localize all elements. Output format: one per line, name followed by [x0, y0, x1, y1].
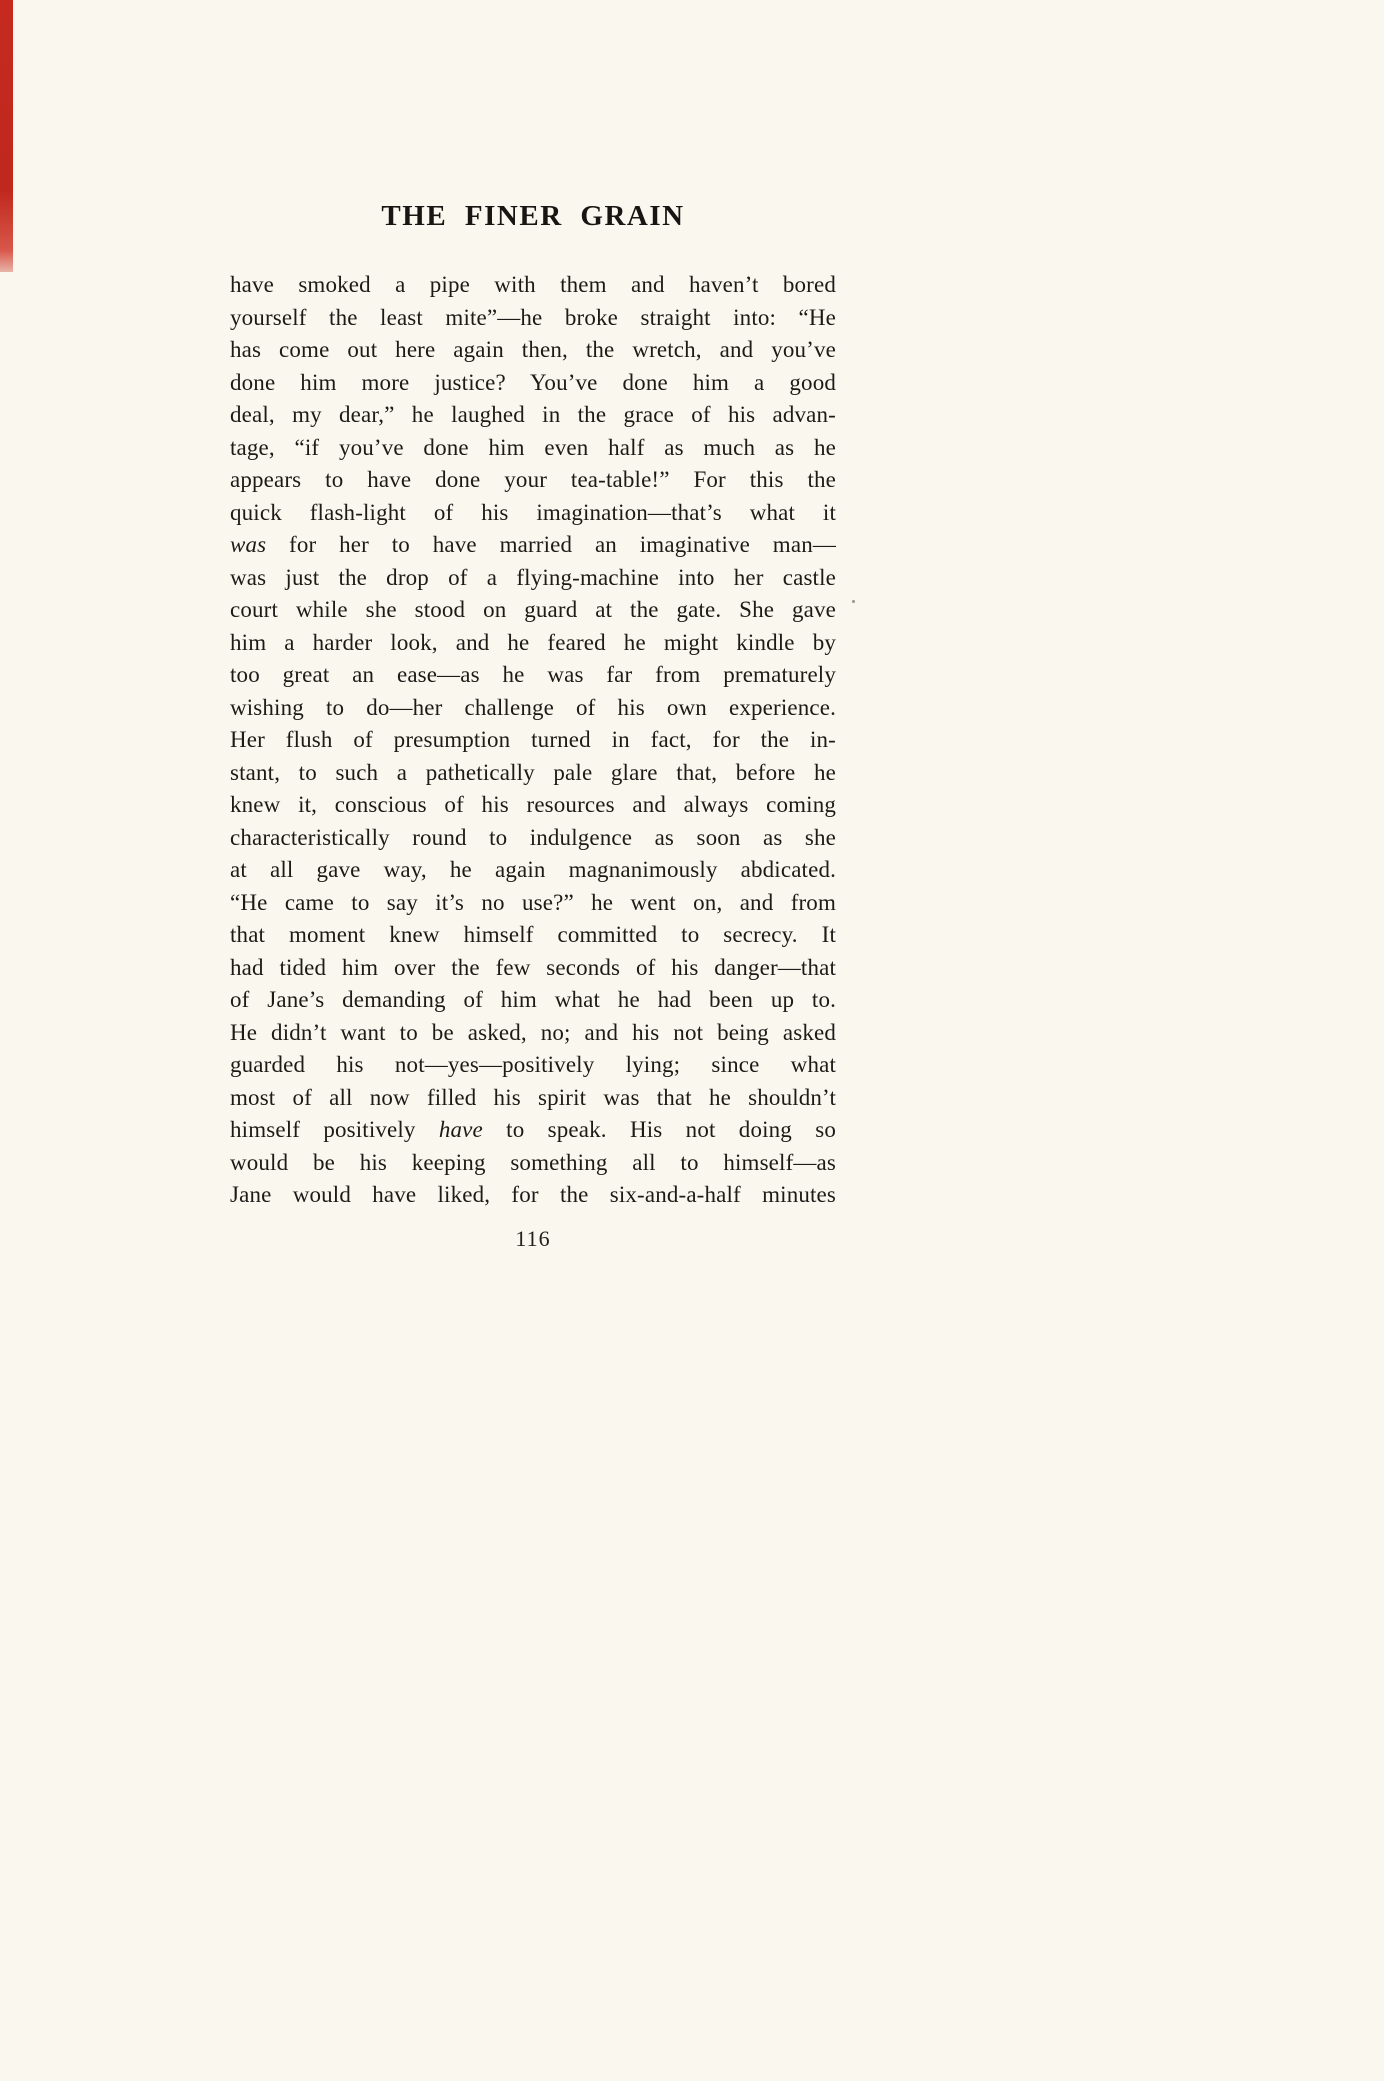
text-line: quick flash-light of his imagination—that’s what it [230, 499, 836, 525]
text-line: stant, to such a pathetically pale glare that, before he [230, 759, 836, 785]
body-text [230, 269, 836, 1212]
text-line: knew it, conscious of his resources and always coming [230, 792, 836, 817]
text-line: has come out here again then, the wretch, and you’ve [230, 337, 836, 362]
text-line: characteristically round to indulgence as soon as she [230, 824, 836, 850]
text-line: tage, “if you’ve done him even half as much as he [230, 434, 836, 460]
text-line: of Jane’s demanding of him what he had been up to. [230, 987, 836, 1012]
text-line: at all gave way, he again magnanimously abdicated. [230, 857, 836, 882]
text-line: court while she stood on guard at the gate. She gave [230, 597, 836, 622]
text-block [230, 200, 836, 1252]
text-line: too great an ease—as he was far from prematurely [230, 662, 836, 687]
text-line: most of all now filled his spirit was that he shouldn’t [230, 1084, 836, 1110]
text-line: He didn’t want to be asked, no; and his not being asked [230, 1019, 836, 1045]
text-line: “He came to say it’s no use?” he went on, and from [230, 889, 836, 915]
text-line: wishing to do—her challenge of his own experience. [230, 694, 836, 720]
text-line: deal, my dear,” he laughed in the grace of his advan- [230, 402, 836, 427]
text-line: Jane would have liked, for the six-and-a-half minutes [230, 1182, 836, 1207]
text-line: was for her to have married an imaginative man— [230, 532, 836, 557]
text-line: guarded his not—yes—positively lying; since what [230, 1052, 836, 1077]
text-line: had tided him over the few seconds of his danger—that [230, 954, 836, 980]
text-line: him a harder look, and he feared he might kindle by [230, 629, 836, 655]
page-title: THE FINER GRAIN [381, 200, 685, 232]
text-line: appears to have done your tea-table!” For this the [230, 467, 836, 492]
page-number: 116 [515, 1225, 551, 1251]
text-line: himself positively have to speak. His not doing so [230, 1117, 836, 1142]
text-line: yourself the least mite”—he broke straight into: “He [230, 304, 836, 330]
text-line: done him more justice? You’ve done him a good [230, 369, 836, 395]
scan-speck [852, 600, 855, 603]
text-line: would be his keeping something all to himself—as [230, 1149, 836, 1175]
text-line: was just the drop of a flying-machine into her castle [230, 564, 836, 590]
text-line: Her flush of presumption turned in fact, for the in- [230, 727, 836, 752]
text-line: have smoked a pipe with them and haven’t bored [230, 272, 836, 297]
book-cover-edge [0, 0, 13, 272]
text-line: that moment knew himself committed to secrecy. It [230, 922, 836, 947]
